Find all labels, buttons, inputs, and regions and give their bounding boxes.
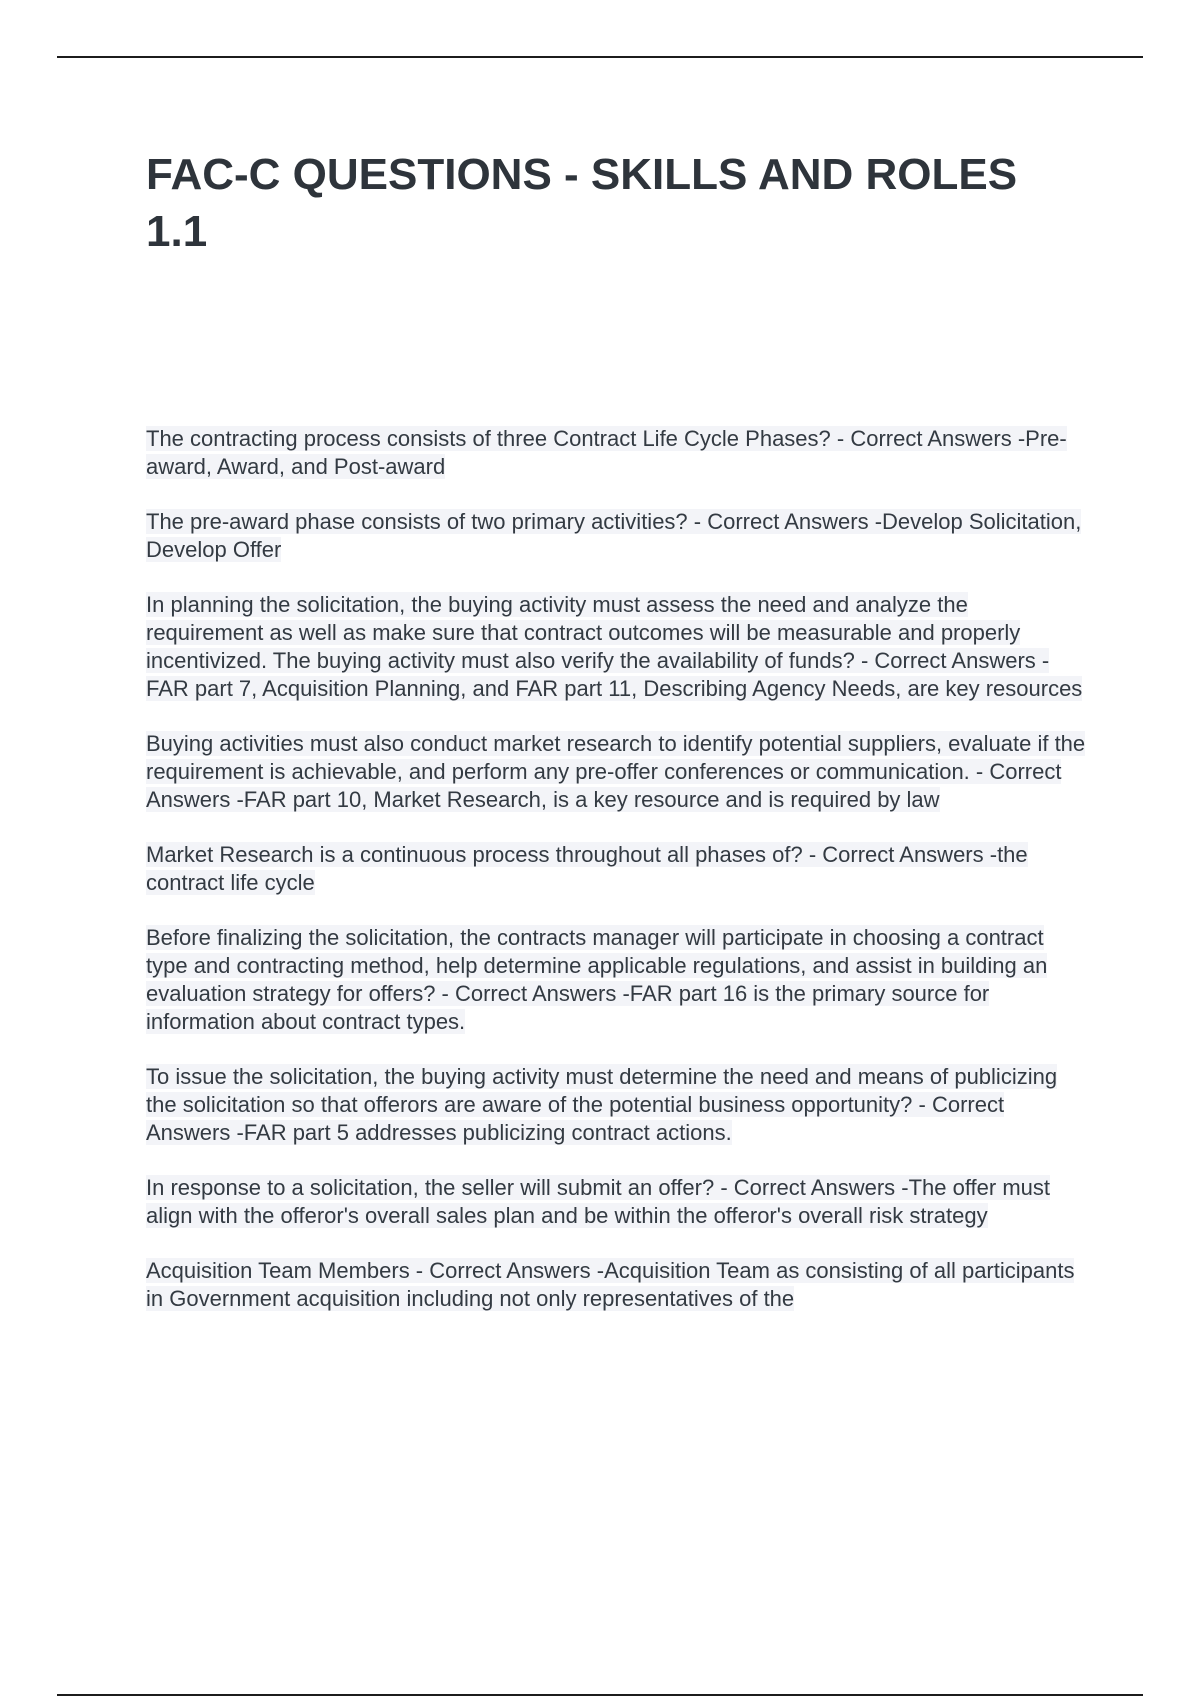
top-rule (57, 56, 1143, 58)
bottom-rule (57, 1694, 1143, 1696)
qa-item (146, 1257, 1086, 1313)
qa-item (146, 924, 1086, 1036)
qa-item (146, 1063, 1086, 1147)
qa-text: The contracting process consists of three Contract Life Cycle Phases? - Correct Answers -Pre-award, Award, and Post-award (146, 426, 1067, 479)
qa-item (146, 1174, 1086, 1230)
qa-text: To issue the solicitation, the buying activity must determine the need and means of publicizing the solicitation so that offerors are aware of the potential business opportunity? - Correct Answers -FAR part 5 addresses publicizing contract actions. (146, 1064, 1058, 1145)
qa-item (146, 425, 1086, 481)
qa-text: In planning the solicitation, the buying activity must assess the need and analyze the requirement as well as make sure that contract outcomes will be measurable and properly incentivized. The buying activity must also verify the availability of funds? - Correct Answers -FAR part 7, Acquisition Planning, and FAR part 11, Describing Agency Needs, are key resources (146, 592, 1083, 701)
qa-item (146, 841, 1086, 897)
qa-text: Before finalizing the solicitation, the contracts manager will participate in choosing a contract type and contracting method, help determine applicable regulations, and assist in building an evaluation strategy for offers? - Correct Answers -FAR part 16 is the primary source for information about contract types. (146, 925, 1048, 1034)
qa-text: The pre-award phase consists of two primary activities? - Correct Answers -Develop Solicitation, Develop Offer (146, 509, 1082, 562)
qa-item (146, 508, 1086, 564)
qa-text: Acquisition Team Members - Correct Answers -Acquisition Team as consisting of all participants in Government acquisition including not only representatives of the (146, 1258, 1075, 1311)
qa-text: Market Research is a continuous process throughout all phases of? - Correct Answers -the contract life cycle (146, 842, 1028, 895)
qa-item (146, 730, 1086, 814)
qa-list (146, 425, 1086, 1340)
qa-text: Buying activities must also conduct market research to identify potential suppliers, evaluate if the requirement is achievable, and perform any pre-offer conferences or communication. - Correct Answers -FAR part 10, Market Research, is a key resource and is required by law (146, 731, 1086, 812)
qa-item (146, 591, 1086, 703)
document-title: FAC-C QUESTIONS - SKILLS AND ROLES 1.1 (146, 150, 1018, 256)
qa-text: In response to a solicitation, the seller will submit an offer? - Correct Answers -The offer must align with the offeror's overall sales plan and be within the offeror's overall risk strategy (146, 1175, 1051, 1228)
